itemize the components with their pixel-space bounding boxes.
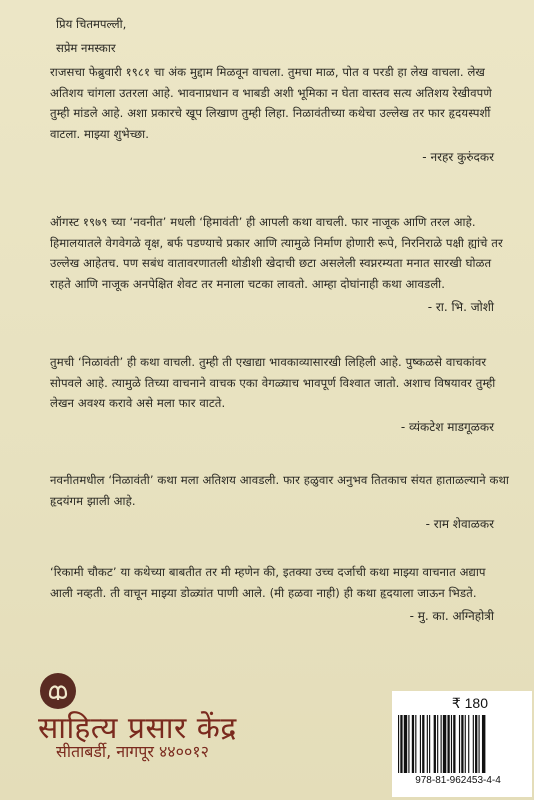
isbn-number: 978-81-962453-4-4 [415, 775, 501, 786]
review-2 [50, 212, 510, 315]
barcode-bar [429, 715, 430, 773]
review-author: - नरहर कुरुंदकर [422, 150, 494, 164]
barcode-bar [459, 715, 460, 773]
review-text: ऑगस्ट १९७९ च्या ‘नवनीत’ मधली ‘हिमावंती’ ही आपली कथा वाचली. फार नाजूक आणि तरल आहे. हिमालयातले वेगवेगळे वृक्ष, बर्फ पडण्याचे प्रकार आणि त्यामुळे निर्माण होणारी रूपे, निरनिराळे पक्षी ह्यांचे तर उल्लेख आहेतच. पण सबंध वातावरणातली थोडीशी खेदाची छटा असलेली स्वप्नरम्यता मनात सारखी घोळत राहते आणि नाजूक अनपेक्षित शेवट तर मनाला चटका लावतो. आम्हा दोघांनाही कथा आवडली. [50, 215, 503, 291]
salutation: प्रिय चितमपल्ली, [56, 17, 127, 31]
review-1 [50, 62, 510, 165]
barcode-bar [461, 715, 463, 773]
review-author: - राम शेवाळकर [425, 517, 494, 531]
barcode-bar [408, 715, 409, 773]
barcode-bar [434, 715, 436, 773]
review-text: तुमची ‘निळावंती’ ही कथा वाचली. तुम्ही ती एखाद्या भावकाव्यासारखी लिहिली आहे. पुष्कळसे वाचकांवर सोपवले आहे. त्यामुळे तिच्या वाचनाने वाचक एका वेगळ्याच भावपूर्ण विश्वात जातो. अशाच विषयावर तुम्ही लेखन अवश्य करावे असे मला फार वाटते. [50, 355, 496, 410]
barcode-bar [415, 715, 416, 773]
barcode-bar [420, 715, 421, 773]
barcode-bar [441, 715, 442, 773]
regards: सप्रेम नमस्कार [56, 41, 116, 55]
barcode-bar [404, 715, 407, 773]
barcode-bar [451, 715, 452, 773]
publisher-address: सीताबर्डी, नागपूर ४४००१२ [56, 742, 209, 761]
review-text: नवनीतमधील ‘निळावंती’ कथा मला अतिशय आवडली. फार हळुवार अनुभव तितकाच संयत हाताळल्याने कथा हृदयंगम झाली आहे. [50, 473, 510, 508]
review-author: - रा. भि. जोशी [427, 300, 494, 314]
barcode-bar [473, 715, 474, 773]
review-5 [50, 562, 510, 624]
barcode-bar [475, 715, 477, 773]
review-text: ‘रिकामी चौकट’ या कथेच्या बाबतीत तर मी म्हणेन की, इतक्या उच्च दर्जाची कथा माझ्या वाचनात अद्याप आली नव्हती. ती वाचून माझ्या डोळ्यांत पाणी आले. (मी हळवा नाही) ही कथा हृदयाला जाऊन भिडते. [50, 565, 486, 600]
barcode-bar [398, 715, 399, 773]
review-4 [50, 470, 510, 532]
barcode-bar [422, 715, 424, 773]
isbn-barcode [396, 715, 520, 773]
barcode-bar [400, 715, 402, 773]
publisher-logo-glyph [45, 678, 71, 704]
barcode-bar [437, 715, 438, 773]
review-3 [50, 352, 510, 435]
price-label: ₹ 180 [451, 695, 488, 711]
publisher-logo-icon [40, 673, 76, 709]
barcode-bar [468, 715, 469, 773]
barcode-bar [443, 715, 446, 773]
barcode-bar [427, 715, 428, 773]
barcode-bar [412, 715, 414, 773]
barcode-bar [447, 715, 449, 773]
review-text: राजसचा फेब्रुवारी १९८१ चा अंक मुद्दाम मिळवून वाचला. तुमचा माळ, पोत व परडी हा लेख वाचला. लेख अतिशय चांगला उतरला आहे. भावनाप्रधान व भाबडी अशी भूमिका न घेता वास्तव सत्य अतिशय रेखीवपणे तुम्ही मांडले आहे. अशा प्रकारचे खूप लिखाण तुम्ही लिहा. निळावंतीच्या कथेचा उल्लेख तर फार हृदयस्पर्शी वाटला. माझ्या शुभेच्छा. [50, 65, 492, 141]
review-author: - मु. का. अग्निहोत्री [409, 609, 494, 623]
barcode-bar [482, 715, 485, 773]
greeting-block [50, 14, 510, 58]
review-author: - व्यंकटेश माडगूळकर [400, 419, 494, 434]
barcode-bar [465, 715, 466, 773]
price-barcode-panel [392, 691, 532, 797]
barcode-bar [479, 715, 480, 773]
barcode-bar [453, 715, 455, 773]
publisher-name: साहित्य प्रसार केंद्र [38, 711, 237, 746]
